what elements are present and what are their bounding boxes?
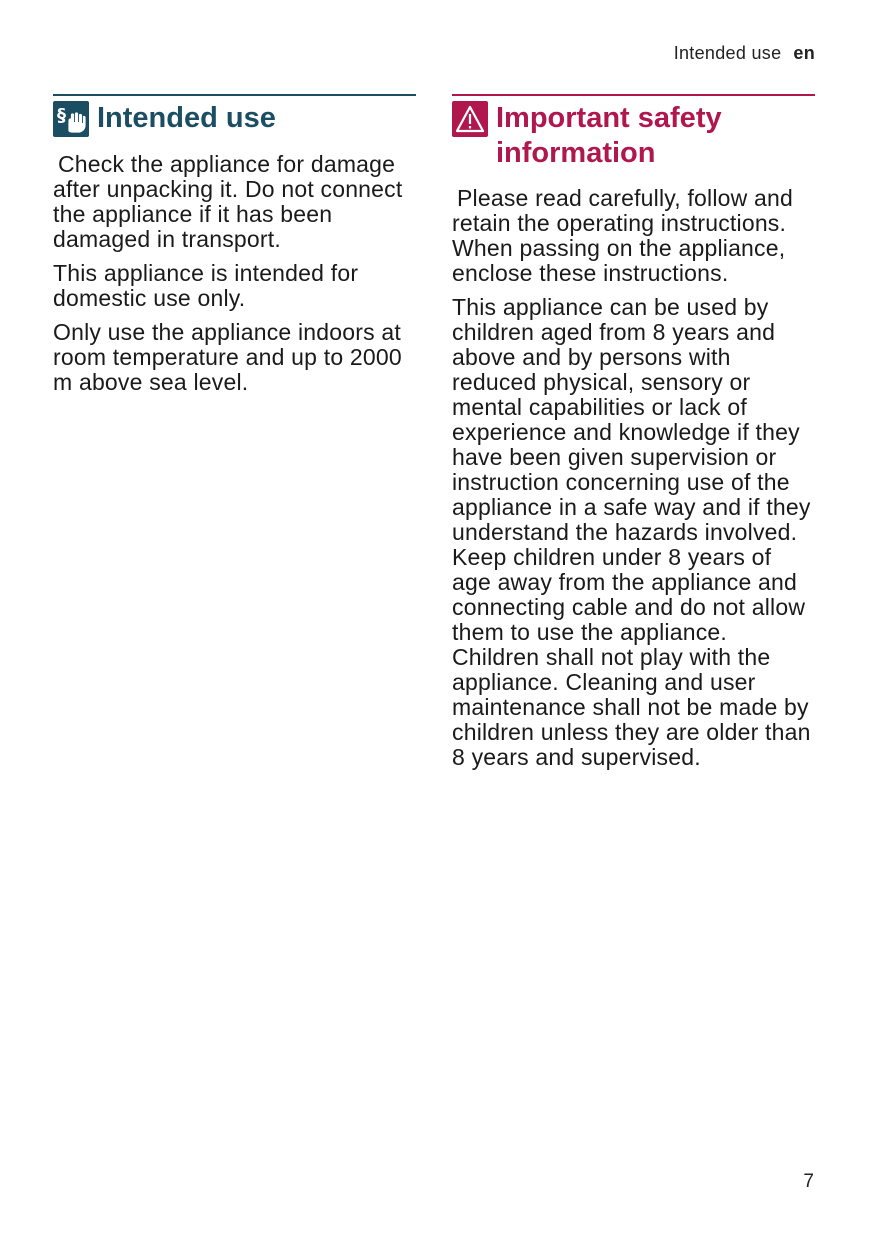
safety-paragraph-2: This appliance can be used by children aged from 8 years and above and by persons with reduced physical, sensory or mental capabilities or lack of experience and knowledge if they have been given supervision or instruction concerning use of the appliance in a safe way and if they understand the hazards involved. Keep children under 8 years of age away from the appliance and connecting cable and do not allow them to use the appliance. Children shall not play with the appliance. Cleaning and user maintenance shall not be made by children unless they are older than 8 years and supervised. xyxy=(452,294,811,770)
running-header-language: en xyxy=(793,43,815,63)
section-hand-icon xyxy=(53,101,89,137)
intended-use-paragraph-3: Only use the appliance indoors at room temperature and up to 2000 m above sea level. xyxy=(53,319,402,395)
intended-use-paragraph-1: Check the appliance for damage after unpacking it. Do not connect the appliance if it has been damaged in transport. xyxy=(53,151,403,252)
safety-heading xyxy=(452,94,815,171)
intended-use-heading xyxy=(53,94,416,137)
safety-title: Important safety information xyxy=(496,102,722,169)
intended-use-title: Intended use xyxy=(97,102,276,134)
running-header-section: Intended use xyxy=(673,43,782,63)
intended-use-paragraph-2: This appliance is intended for domestic use only. xyxy=(53,260,359,311)
svg-text:§: § xyxy=(57,105,66,126)
safety-paragraph-1: Please read carefully, follow and retain the operating instructions. When passing on the appliance, enclose these instructions. xyxy=(452,185,794,286)
safety-section xyxy=(452,94,815,779)
warning-triangle-icon xyxy=(452,101,488,137)
page-number: 7 xyxy=(803,1171,814,1192)
intended-use-section xyxy=(53,94,416,404)
running-header xyxy=(674,43,815,64)
